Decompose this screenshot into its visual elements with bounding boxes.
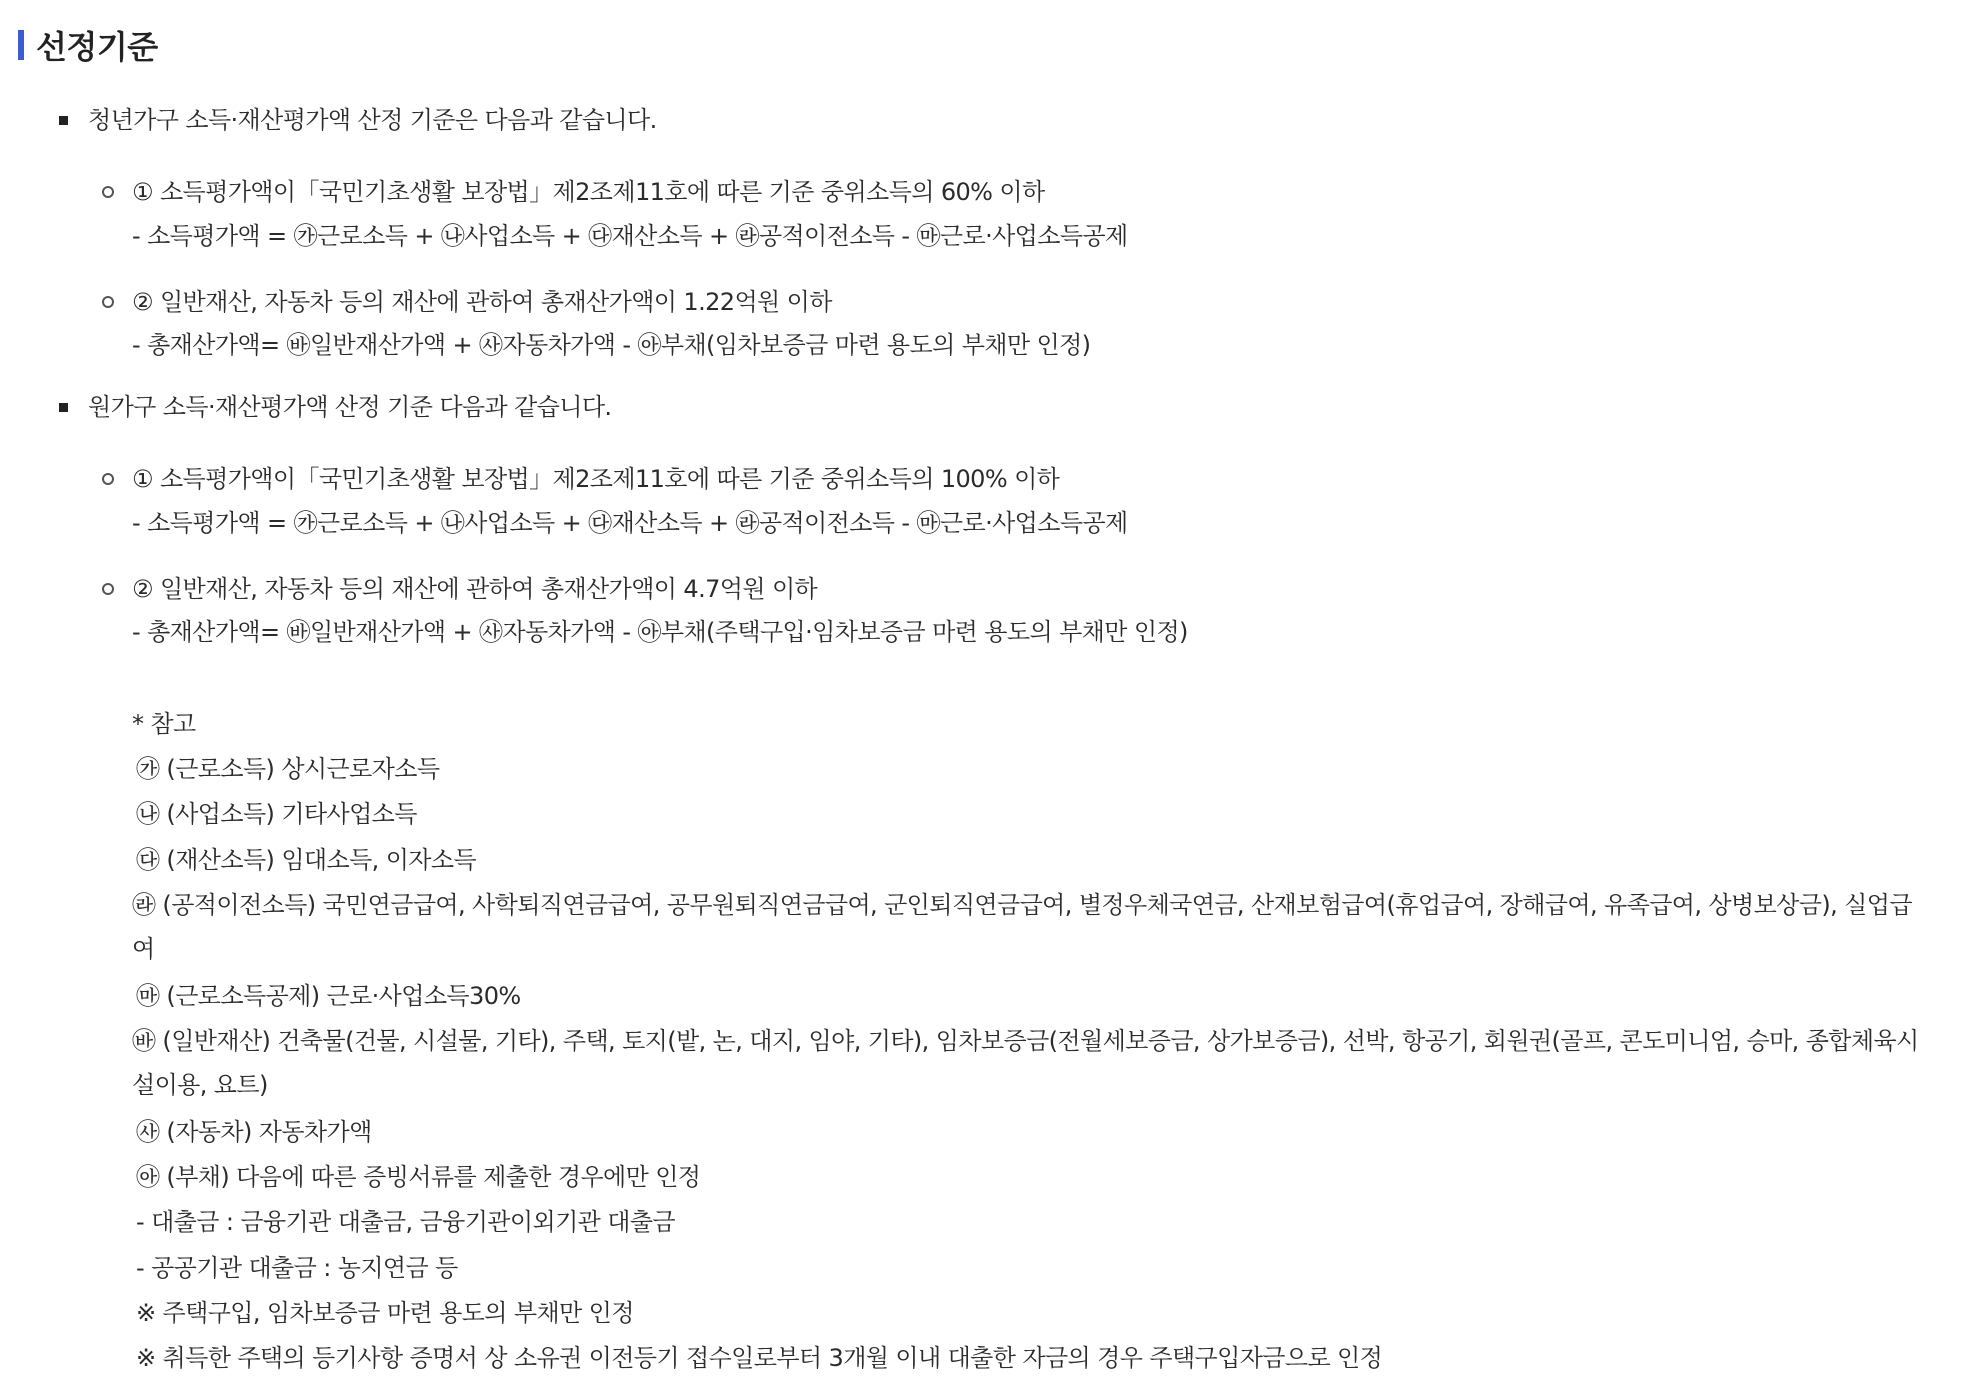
youth-asset-formula: - 총재산가액= ㉳일반재산가액 + ㉴자동차가액 - ㉵부채(임차보증금 마련 용도의 부채만 인정) [132, 331, 1091, 359]
note-property-income: ㉰ (재산소득) 임대소득, 이자소득 [136, 846, 477, 874]
note-loan-financial: - 대출금 : 금융기관 대출금, 금융기관이외기관 대출금 [136, 1208, 676, 1236]
original-asset-criterion: ② 일반재산, 자동차 등의 재산에 관하여 총재산가액이 4.7억원 이하 [132, 575, 818, 603]
youth-income-formula: - 소득평가액 = ㉮근로소득 + ㉯사업소득 + ㉰재산소득 + ㉱공적이전소득 - ㉲근로·사업소득공제 [132, 222, 1128, 250]
youth-criteria-intro: 청년가구 소득·재산평가액 산정 기준은 다음과 같습니다. [88, 106, 657, 134]
section-heading [18, 22, 158, 68]
note-business-income: ㉯ (사업소득) 기타사업소득 [136, 800, 417, 828]
heading-accent-bar [18, 30, 24, 60]
youth-income-criterion: ① 소득평가액이「국민기초생활 보장법」제2조제11호에 따른 기준 중위소득의 60% 이하 [132, 178, 1045, 206]
note-earned-income: ㉮ (근로소득) 상시근로자소득 [136, 755, 440, 783]
original-asset-formula: - 총재산가액= ㉳일반재산가액 + ㉴자동차가액 - ㉵부채(주택구입·임차보증금 마련 용도의 부채만 인정) [132, 618, 1188, 646]
section-title: 선정기준 [36, 28, 158, 66]
note-income-deduction: ㉲ (근로소득공제) 근로·사업소득30% [136, 982, 521, 1010]
note-debt: ㉵ (부채) 다음에 따른 증빙서류를 제출한 경우에만 인정 [136, 1163, 701, 1191]
circle-bullet-icon [102, 583, 114, 595]
square-bullet-icon [59, 116, 68, 125]
circle-bullet-icon [102, 473, 114, 485]
youth-asset-criterion: ② 일반재산, 자동차 등의 재산에 관하여 총재산가액이 1.22억원 이하 [132, 288, 832, 316]
circle-bullet-icon [102, 296, 114, 308]
note-loan-public: - 공공기관 대출금 : 농지연금 등 [136, 1254, 458, 1282]
original-criteria-intro: 원가구 소득·재산평가액 산정 기준 다음과 같습니다. [88, 393, 612, 421]
square-bullet-icon [59, 403, 68, 412]
circle-bullet-icon [102, 186, 114, 198]
note-remark-purpose: ※ 주택구입, 임차보증금 마련 용도의 부채만 인정 [136, 1299, 634, 1327]
note-general-property: ㉳ (일반재산) 건축물(건물, 시설물, 기타), 주택, 토지(밭, 논, 대지, 임야, 기타), 임차보증금(전월세보증금, 상가보증금), 선박, 항공기, 회원권(골프, 콘도미니엄, 승마, 종합체육시설이용, 요트) [132, 1027, 1919, 1099]
original-income-criterion: ① 소득평가액이「국민기초생활 보장법」제2조제11호에 따른 기준 중위소득의 100% 이하 [132, 465, 1060, 493]
note-public-transfer-income: ㉱ (공적이전소득) 국민연금급여, 사학퇴직연금급여, 공무원퇴직연금급여, 군인퇴직연금급여, 별정우체국연금, 산재보험급여(휴업급여, 장해급여, 유족급여, 상병보상금), 실업급여 [132, 891, 1912, 963]
note-vehicle: ㉴ (자동차) 자동차가액 [136, 1118, 372, 1146]
notes-header: * 참고 [132, 710, 196, 738]
original-income-formula: - 소득평가액 = ㉮근로소득 + ㉯사업소득 + ㉰재산소득 + ㉱공적이전소득 - ㉲근로·사업소득공제 [132, 509, 1128, 537]
note-remark-registration: ※ 취득한 주택의 등기사항 증명서 상 소유권 이전등기 접수일로부터 3개월 이내 대출한 자금의 경우 주택구입자금으로 인정 [136, 1344, 1383, 1372]
